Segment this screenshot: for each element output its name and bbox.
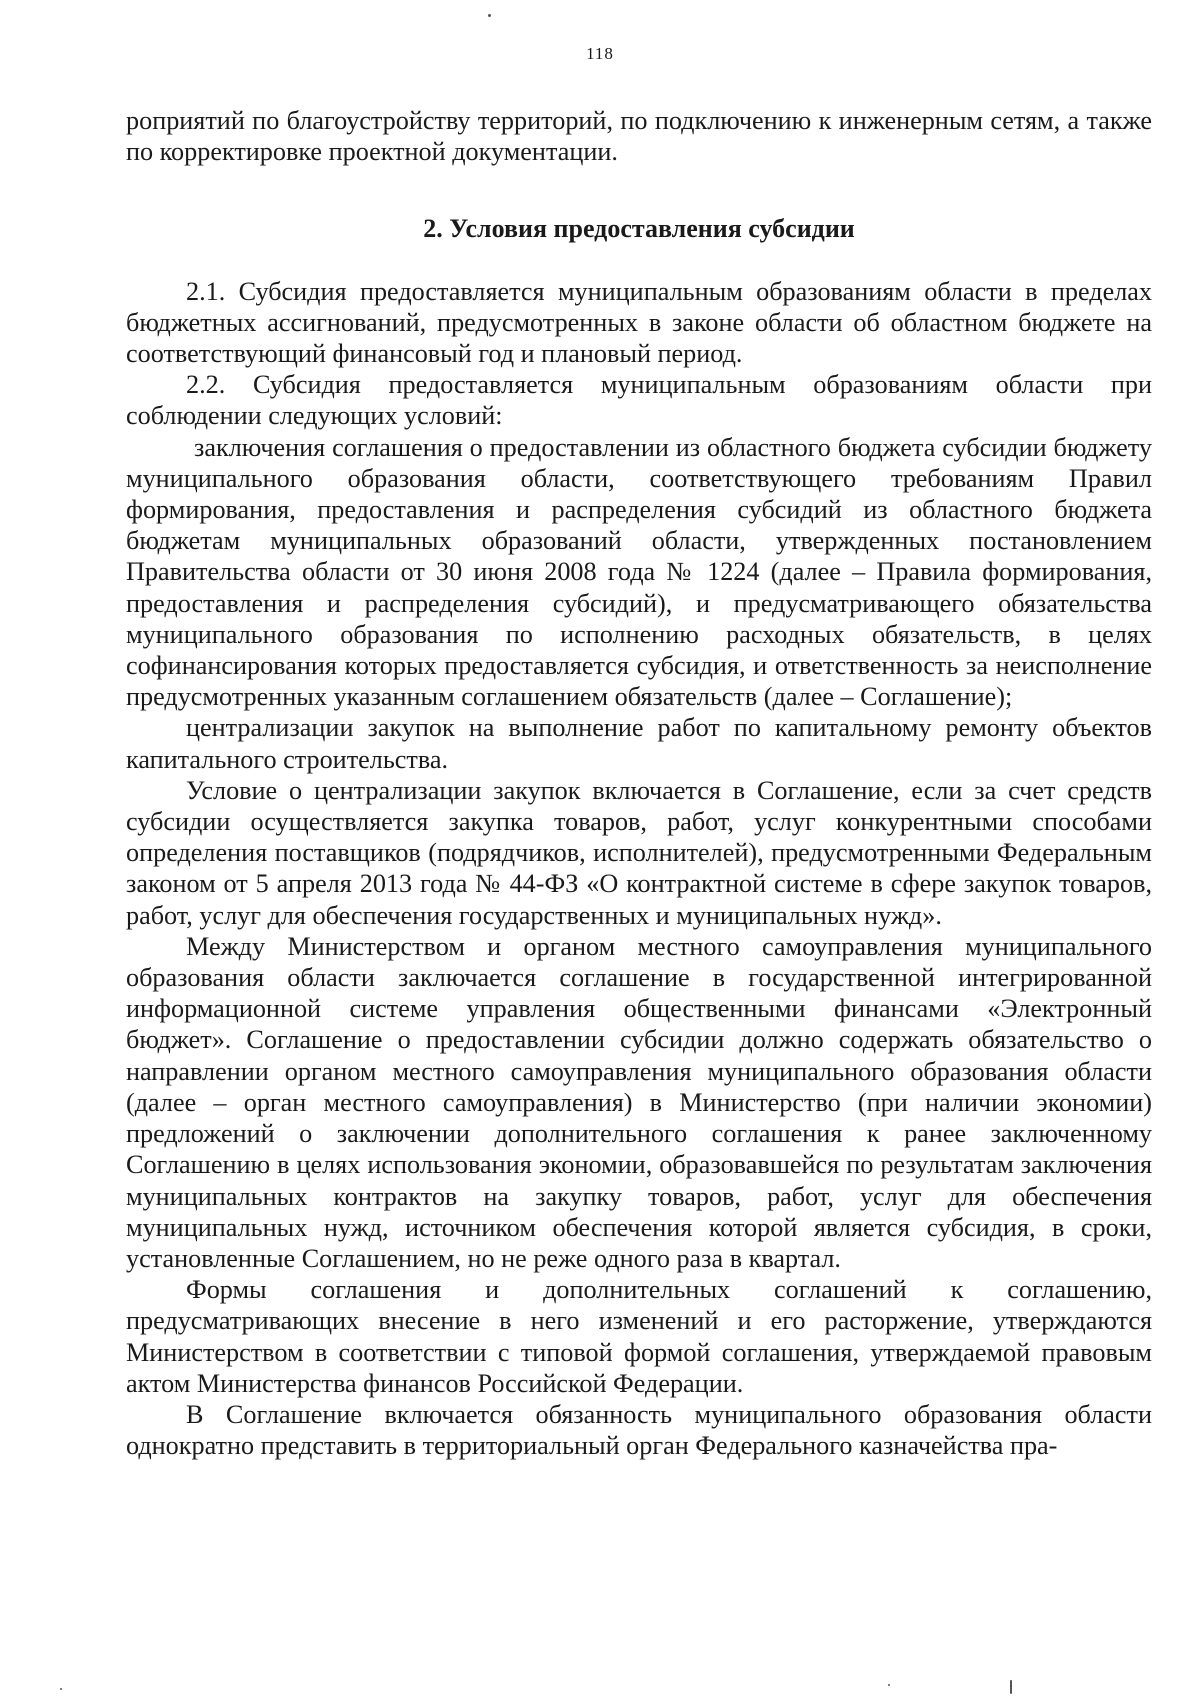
paragraph-electronic-budget: Между Министерством и органом местного самоуправления муниципального образования области заключается соглашение в государственной интегрированной информационной системе управления общественными финансами «Электронный бюджет». Соглашение о предоставлении субсидии должно содержать обязательство о направлении органом местного самоуправления муниципального образования области (далее – орган местного самоуправления) в Министерство (при наличии экономии) предложений о заключении дополнительного соглашения к ранее заключенному Соглашению в целях использования экономии, образовавшейся по результатам заключения муниципальных контрактов на закупку товаров, работ, услуг для обеспечения муниципальных нужд, источником обеспечения которой является субсидия, в сроки, установленные Соглашением, но не реже одного раза в квартал. — [126, 931, 1152, 1273]
scan-speck — [1010, 1680, 1012, 1694]
condition-agreement: заключения соглашения о предоставлении из областного бюджета субсидии бюджету муниципального образования области, соответствующего требованиям Правил формирования, предоставления и распределения субсидий из областного бюджета бюджетам муниципальных образований области, утвержденных постановлением Правительства области от 30 июня 2008 года № 1224 (далее – Правила формирования, предоставления и распределения субсидий), и предусматривающего обязательства муниципального образования по исполнению расходных обязательств, в целях софинансирования которых предоставляется субсидия, и ответственность за неисполнение предусмотренных указанным соглашением обязательств (далее – Соглашение); — [126, 432, 1152, 712]
paragraph-2-2: 2.2. Субсидия предоставляется муниципальным образованиям области при соблюдении следующих условий: — [126, 370, 1152, 431]
condition-centralization: централизации закупок на выполнение работ по капитальному ремонту объектов капитального строительства. — [126, 713, 1152, 774]
continuation-paragraph: роприятий по благоустройству территорий, по подключению к инженерным сетям, а также по корректировке проектной документации. — [126, 106, 1152, 167]
document-body — [126, 105, 1152, 1461]
paragraph-treasury-obligation: В Соглашение включается обязанность муниципального образования области однократно представить в территориальный орган Федерального казначейства пра- — [126, 1399, 1152, 1461]
page-number: 118 — [586, 44, 614, 63]
paragraph-centralization-rule: Условие о централизации закупок включается в Соглашение, если за счет средств субсидии осуществляется закупка товаров, работ, услуг конкурентными способами определения поставщиков (подрядчиков, исполнителей), предусмотренными Федеральным законом от 5 апреля 2013 года № 44-ФЗ «О контрактной системе в сфере закупок товаров, работ, услуг для обеспечения государственных и муниципальных нужд». — [126, 775, 1152, 930]
scan-speck — [60, 1688, 62, 1690]
scan-speck — [888, 1684, 890, 1686]
scan-speck — [488, 14, 491, 17]
paragraph-2-1: 2.1. Субсидия предоставляется муниципальным образованиям области в пределах бюджетных ассигнований, предусмотренных в законе области об областном бюджете на соответствующий финансовый год и плановый период. — [126, 276, 1152, 369]
section-heading: 2. Условия предоставления субсидии — [423, 214, 855, 244]
paragraph-agreement-forms: Формы соглашения и дополнительных соглашений к соглашению, предусматривающих внесение в него изменений и его расторжение, утверждаются Министерством в соответствии с типовой формой соглашения, утверждаемой правовым актом Министерства финансов Российской Федерации. — [126, 1275, 1152, 1398]
